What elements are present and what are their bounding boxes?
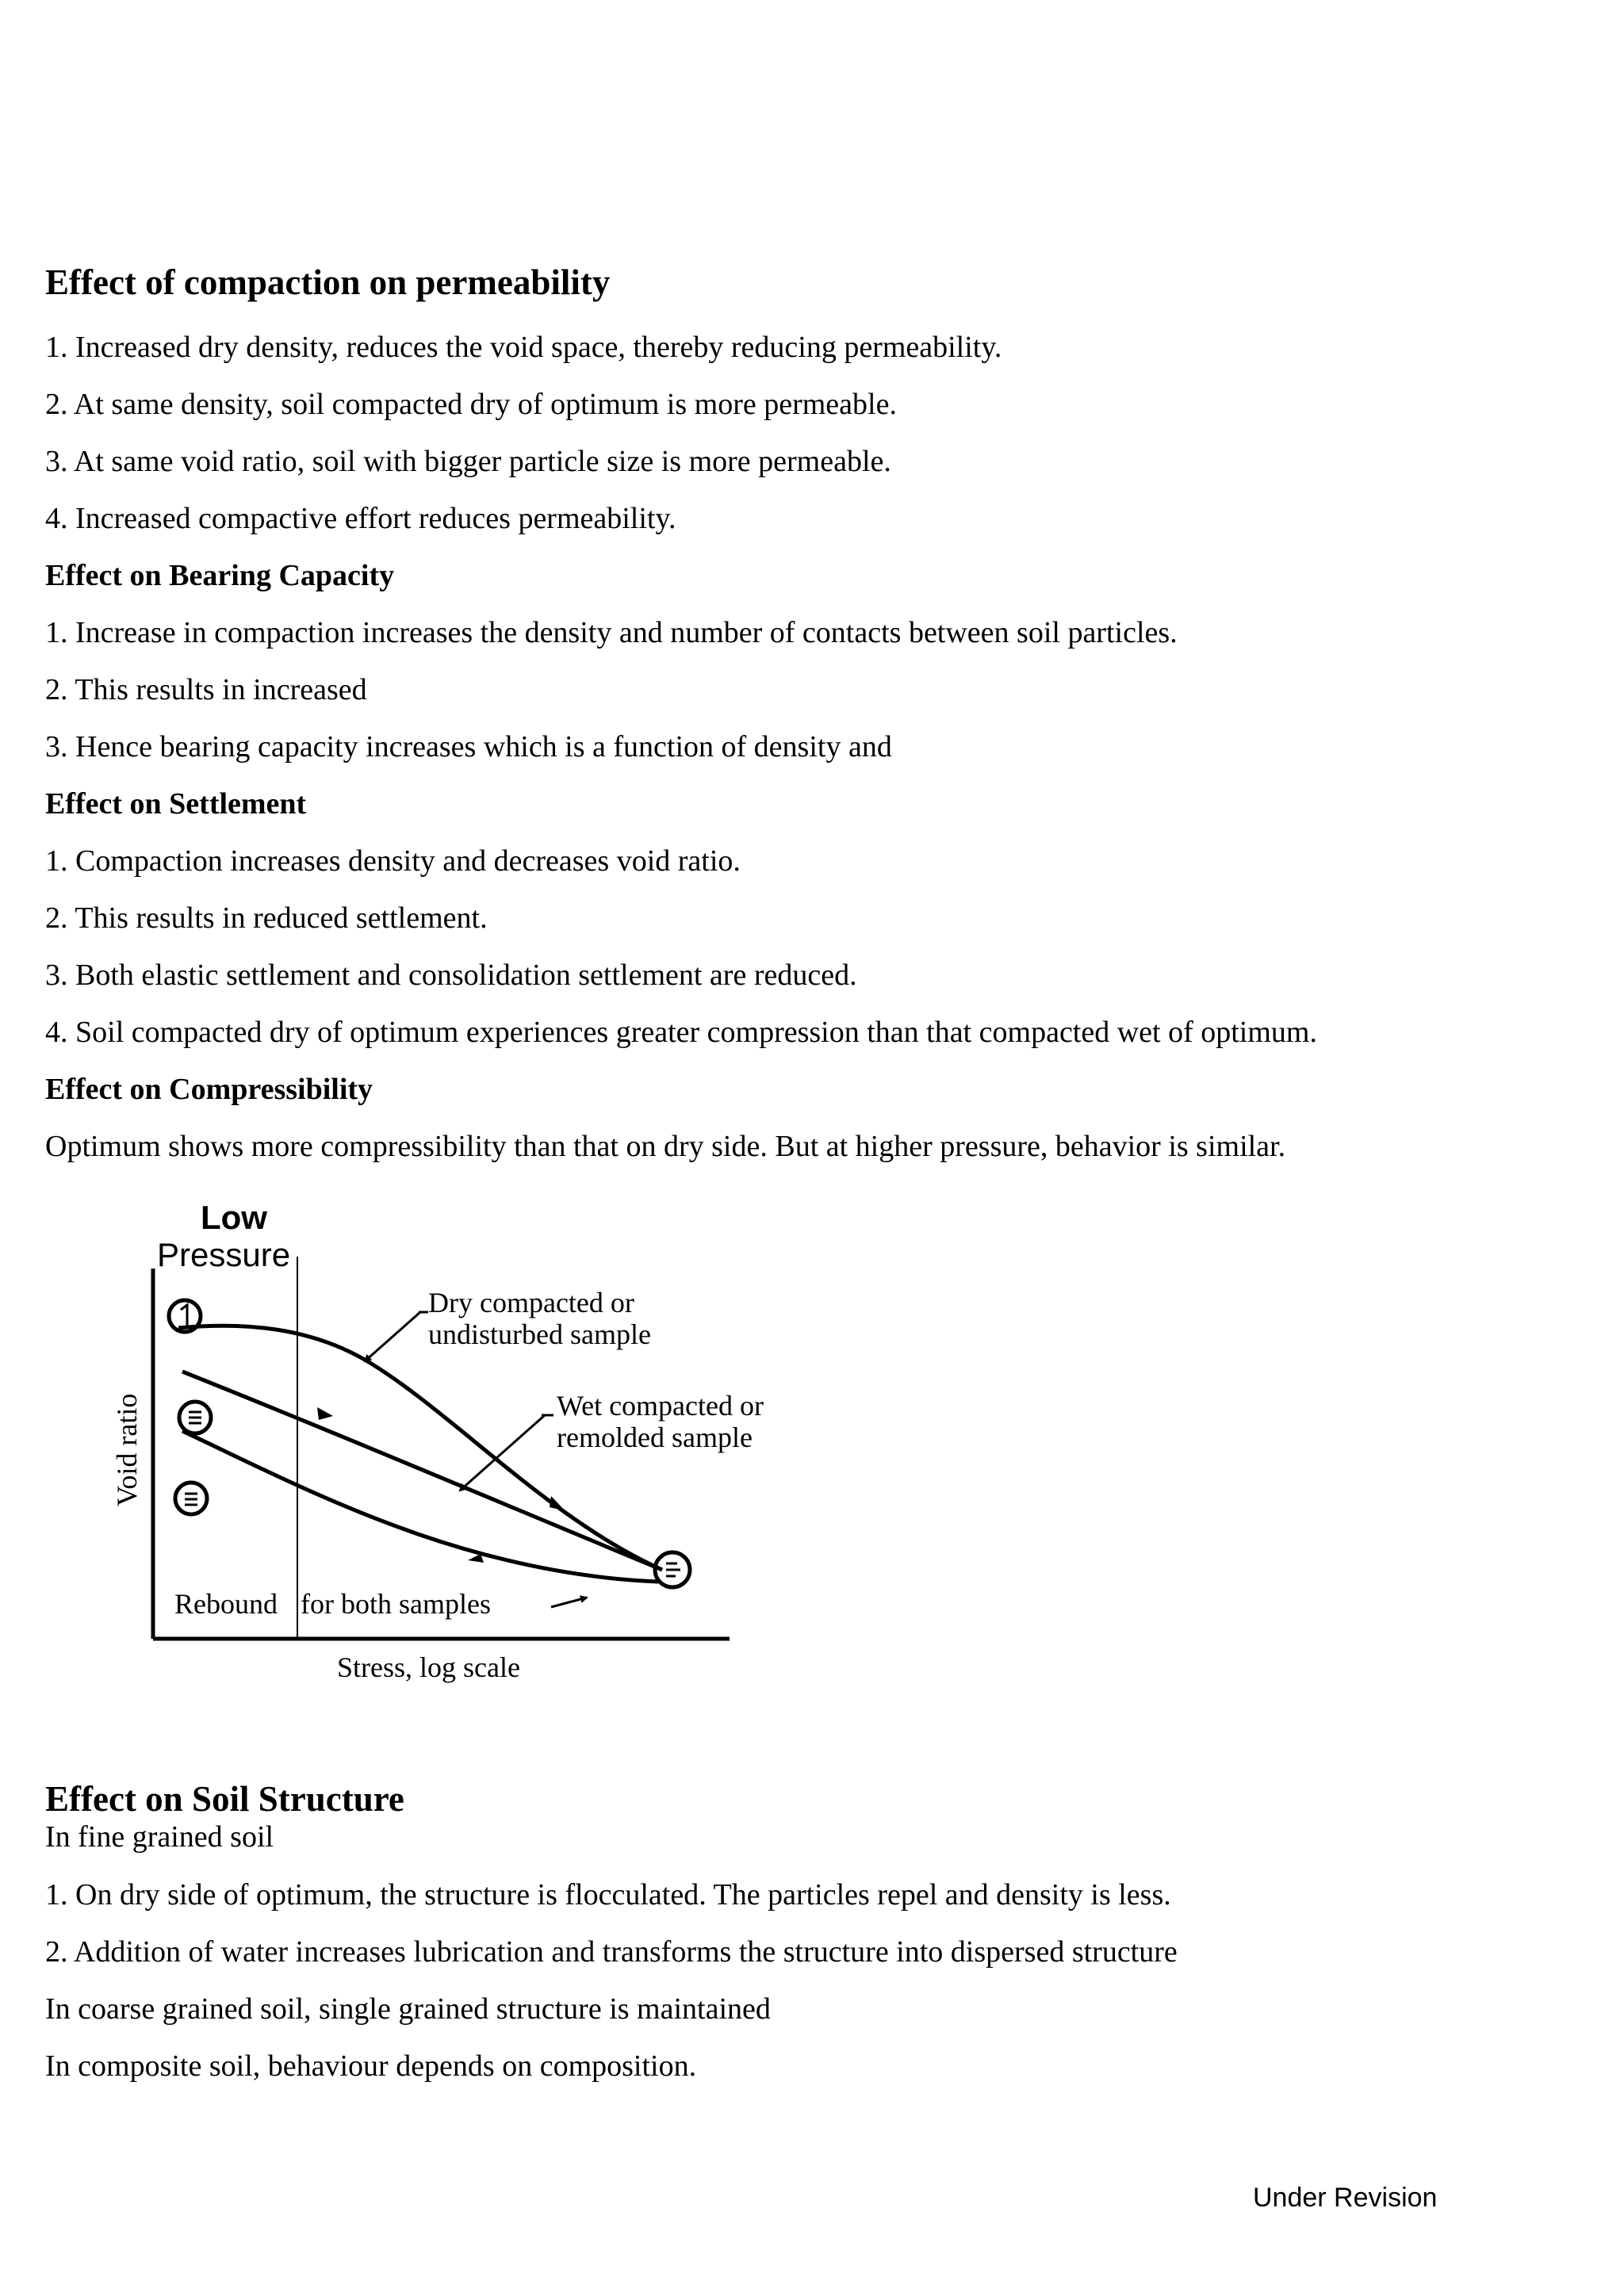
- compressibility-figure: [103, 1193, 817, 1701]
- circle-marker-3: [175, 1483, 207, 1514]
- rebound-label-2: for both samples: [301, 1588, 491, 1620]
- settlement-item-1: 1. Compaction increases density and decreases void ratio.: [45, 844, 741, 878]
- bearing-item-1: 1. Increase in compaction increases the density and number of contacts between soil particles.: [45, 616, 1178, 649]
- rebound-label-arrow: [551, 1598, 587, 1607]
- settlement-heading: Effect on Settlement: [45, 787, 307, 821]
- compressibility-text: Optimum shows more compressibility than that on dry side. But at higher pressure, behavior is similar.: [45, 1130, 1286, 1163]
- structure-item-4: In composite soil, behaviour depends on composition.: [45, 2049, 697, 2083]
- bearing-item-3: 3. Hence bearing capacity increases which is a function of density and: [45, 730, 892, 763]
- bearing-heading: Effect on Bearing Capacity: [45, 559, 395, 592]
- bearing-item-2: 2. This results in increased: [45, 673, 367, 706]
- settlement-item-4: 4. Soil compacted dry of optimum experiences greater compression than that compacted wet of optimum.: [45, 1016, 1317, 1049]
- structure-item-3: In coarse grained soil, single grained structure is maintained: [45, 1992, 771, 2026]
- compressibility-heading: Effect on Compressibility: [45, 1073, 373, 1106]
- dry-curve-arrow: [550, 1496, 565, 1511]
- dry-label-line-2: undisturbed sample: [428, 1318, 651, 1350]
- pressure-label: Pressure: [157, 1236, 291, 1273]
- wet-curve-arrow: [317, 1407, 333, 1420]
- dry-label-arrow: [365, 1312, 420, 1361]
- settlement-item-2: 2. This results in reduced settlement.: [45, 901, 488, 935]
- x-axis-label: Stress, log scale: [337, 1651, 520, 1683]
- wet-label-line-1: Wet compacted or: [557, 1390, 764, 1422]
- permeability-item-4: 4. Increased compactive effort reduces permeability.: [45, 502, 676, 535]
- structure-item-1: 1. On dry side of optimum, the structure is flocculated. The particles repel and density is less.: [45, 1878, 1171, 1911]
- footer-note: Under Revision: [1253, 2183, 1438, 2213]
- circle-marker-2: [179, 1402, 211, 1433]
- wet-label-arrow: [460, 1415, 545, 1490]
- permeability-item-1: 1. Increased dry density, reduces the void space, thereby reducing permeability.: [45, 331, 1002, 364]
- rebound-curve: [182, 1431, 658, 1582]
- low-label: Low: [201, 1199, 267, 1236]
- permeability-item-2: 2. At same density, soil compacted dry of optimum is more permeable.: [45, 388, 897, 421]
- permeability-item-3: 3. At same void ratio, soil with bigger particle size is more permeable.: [45, 445, 891, 478]
- void-ratio-stress-diagram: [103, 1193, 817, 1701]
- permeability-heading: Effect of compaction on permeability: [45, 262, 611, 302]
- y-axis-label: Void ratio: [111, 1393, 143, 1506]
- dry-label-line-1: Dry compacted or: [428, 1287, 634, 1318]
- structure-heading: Effect on Soil Structure: [45, 1779, 404, 1819]
- structure-item-2: 2. Addition of water increases lubrication and transforms the structure into dispersed structure: [45, 1935, 1178, 1969]
- structure-subheading: In fine grained soil: [45, 1820, 274, 1854]
- wet-label-line-2: remolded sample: [557, 1422, 753, 1453]
- settlement-item-3: 3. Both elastic settlement and consolidation settlement are reduced.: [45, 959, 857, 992]
- rebound-label-1: Rebound: [174, 1588, 278, 1620]
